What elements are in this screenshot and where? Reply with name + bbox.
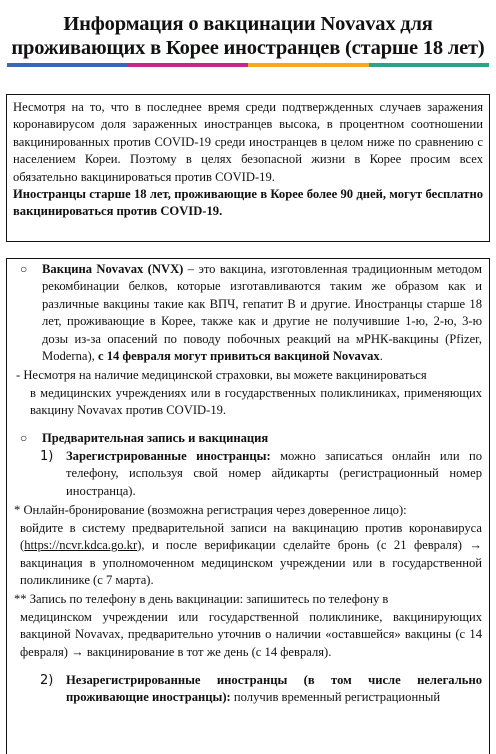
registered-label: Зарегистрированные иностранцы: bbox=[66, 449, 271, 464]
color-stripe bbox=[7, 63, 489, 67]
phone-booking-rest: медицинском учреждении или государственной поликлинике, вакцинирующих вакциной Novavax, предварительно уточнив о наличии «оставшейся» вакцины (с 14 февраля) → вакцинирование в тот же день (с 14 февраля). bbox=[20, 609, 482, 659]
registered-text: можно записаться онлайн или по телефону, используя свой номер айдикарты (регистрационный номер иностранца). bbox=[66, 449, 482, 498]
section-heading bbox=[14, 430, 482, 447]
online-booking-text: войдите в систему предварительной записи на вакцинацию против коронавируса ( bbox=[20, 520, 482, 553]
section-title: Предварительная запись и вакцинация bbox=[42, 430, 269, 445]
title-line-1: Информация о вакцинации Novavax для bbox=[63, 13, 433, 35]
circle-bullet-icon: ○ bbox=[20, 262, 28, 276]
unregistered-text: получив временный регистрационный bbox=[230, 690, 441, 705]
item-number: 2) bbox=[40, 672, 54, 688]
color-stripe-orange bbox=[248, 63, 369, 67]
novavax-description bbox=[14, 261, 482, 365]
online-booking-rest bbox=[14, 520, 482, 590]
main-info-box bbox=[6, 258, 490, 754]
color-stripe-magenta bbox=[128, 63, 249, 67]
page-title bbox=[0, 12, 496, 60]
online-booking-note bbox=[14, 502, 482, 589]
registered-foreigners-item bbox=[14, 448, 482, 500]
item-number: 1) bbox=[40, 449, 54, 465]
online-booking-text-end: ), и после верификации сделайте бронь (с 21 февраля) → вакцинация в уполномоченном медицинском учреждении или в государственной поликлинике (с 7 марта). bbox=[20, 538, 482, 587]
intro-bold-text: Иностранцы старше 18 лет, проживающие в Корее более 90 дней, могут бесплатно вакцинироваться против COVID-19. bbox=[13, 187, 483, 219]
novavax-text: – это вакцина, изготовленная традиционным методом рекомбинации белков, которые изготавливаются таким же образом как и различные вакцины такие как ВПЧ, гепатит B и другие. Иностранцы старше 18 лет, проживающие в Корее, также как и другие не получившие 1-ю, 2-ю, 3-ю дозы из-за опасений по поводу побочных реакций на мРНК-вакцины (Pfizer, Moderna), bbox=[42, 262, 482, 364]
novavax-end: . bbox=[379, 349, 383, 364]
novavax-name: Вакцина Novavax (NVX) bbox=[42, 262, 184, 276]
unregistered-foreigners-item bbox=[14, 672, 482, 707]
phone-booking-note bbox=[14, 591, 482, 661]
unregistered-label: Незарегистрированные иностранцы (в том числе нелегально проживающие иностранцы): bbox=[66, 672, 482, 705]
vaccination-booking-link[interactable]: https://ncvr.kdca.go.kr bbox=[24, 538, 138, 553]
insurance-note-first: - Несмотря на наличие медицинской страховки, вы можете вакцинироваться bbox=[16, 368, 427, 383]
color-stripe-teal bbox=[369, 63, 490, 67]
intro-box bbox=[6, 94, 490, 242]
online-booking-first: * Онлайн-бронирование (возможна регистрация через доверенное лицо): bbox=[14, 503, 407, 518]
color-stripe-blue bbox=[7, 63, 128, 67]
phone-booking-first: ** Запись по телефону в день вакцинации: запишитесь по телефону в bbox=[14, 592, 389, 607]
insurance-note bbox=[14, 367, 482, 419]
intro-text: Несмотря на то, что в последнее время среди подтвержденных случаев заражения коронавирусом доля зараженных иностранцев высока, в процентном соотношении вакцинированных против COVID-19 среди иностранцев в целом ниже по сравнению с населением Кореи. Поэтому в целях безопасной жизни в Корее просим всех обязательно вакцинироваться против COVID-19. bbox=[13, 100, 483, 184]
novavax-start-date: с 14 февраля могут привиться вакциной Novavax bbox=[97, 349, 380, 364]
insurance-note-rest: в медицинских учреждениях или в государственных поликлиниках, применяющих вакцину Novavax против COVID-19. bbox=[30, 385, 482, 418]
title-line-2: проживающих в Корее иностранцев (старше 18 лет) bbox=[11, 37, 485, 59]
circle-bullet-icon: ○ bbox=[20, 430, 28, 445]
